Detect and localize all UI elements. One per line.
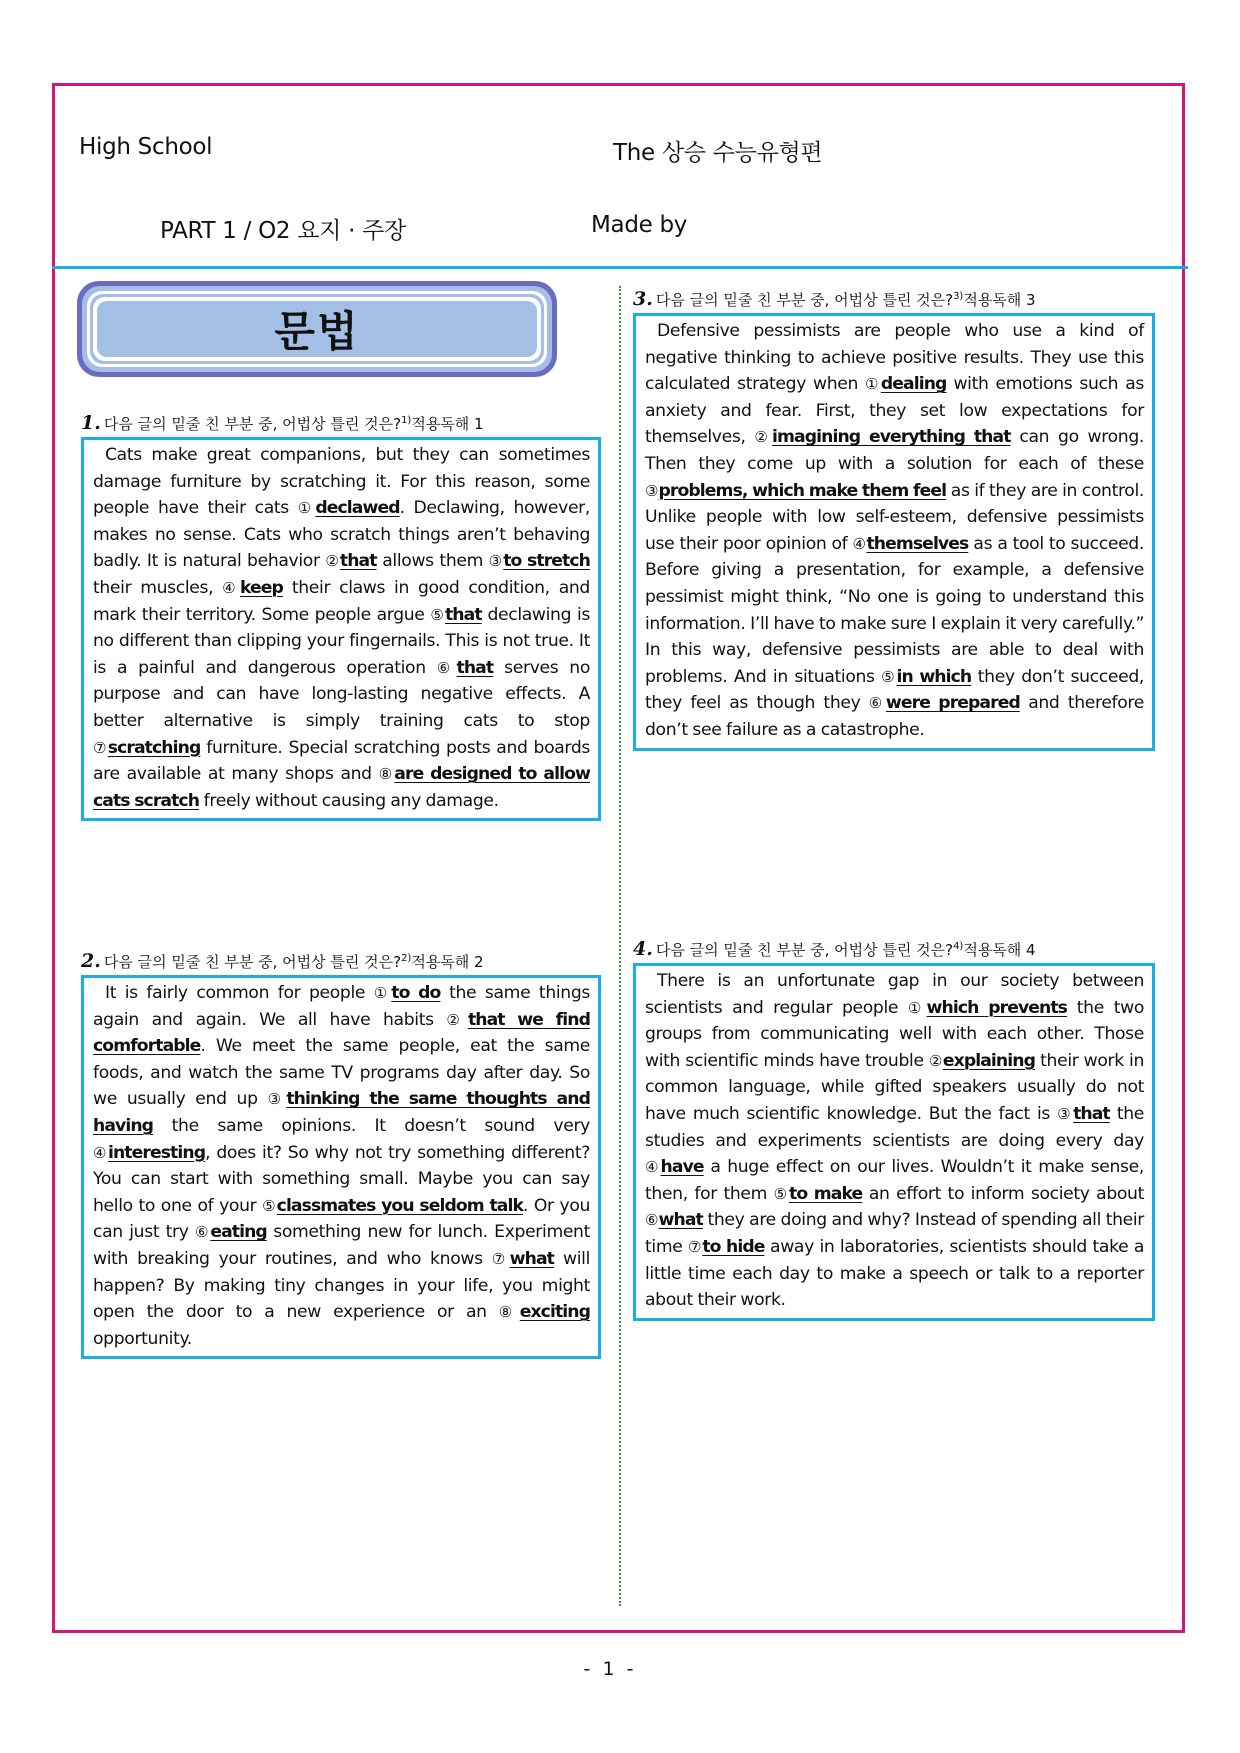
underlined-choice: are designed to allow cats scratch <box>93 764 590 811</box>
choice-number: ⑦ <box>687 1237 703 1256</box>
header-rule <box>52 266 1188 269</box>
choice-number: ④ <box>645 1158 661 1177</box>
underlined-choice: to do <box>391 983 441 1003</box>
header-made-by: Made by <box>591 212 688 238</box>
footnote-marker: 3) <box>953 291 964 302</box>
choice-number: ⑧ <box>378 765 395 784</box>
footnote-marker: 4) <box>953 941 964 952</box>
underlined-choice: themselves <box>866 533 969 554</box>
choice-number: ⑦ <box>93 738 108 757</box>
question-header <box>81 951 601 971</box>
underlined-choice: that <box>456 657 494 678</box>
underlined-choice: keep <box>239 577 283 598</box>
choice-number: ⑥ <box>645 1211 659 1230</box>
question-header <box>81 413 601 433</box>
passage-text: It is fairly common for people ①to do the same things again and again. We all have habits ②that we find comfortable. We meet the same people, eat the same foods, and watch the same TV programs day after day. So we usually end up ③thinking the same thoughts and having the same opinions. It doesn’t sound very ④interesting, does it? So why not try something different? You can start with something small. Maybe you can say hello to one of your ⑤classmates you seldom talk. Or you can just try ⑥eating something new for lunch. Experiment with breaking your routines, and who knows ⑦what will happen? By making tiny changes in your life, you might open the door to a new experience or an ⑧exciting opportunity. <box>93 983 591 1349</box>
question-source: 적용독해 2 <box>411 953 484 971</box>
question-number: 1. <box>81 412 101 434</box>
choice-number: ⑤ <box>262 1196 277 1215</box>
question-header <box>633 939 1155 959</box>
underlined-choice: that <box>1073 1103 1110 1124</box>
question-number: 2. <box>81 950 101 972</box>
underlined-choice: thinking the same thoughts and having <box>93 1089 590 1136</box>
question-1 <box>81 413 601 821</box>
choice-number: ② <box>446 1010 468 1029</box>
passage-box <box>81 437 601 821</box>
choice-number: ② <box>928 1051 943 1070</box>
underlined-choice: exciting <box>519 1302 591 1323</box>
question-prompt: 다음 글의 밑줄 친 부분 중, 어법상 틀린 것은? <box>103 415 402 433</box>
choice-number: ⑤ <box>430 605 445 624</box>
choice-number: ⑦ <box>491 1249 510 1268</box>
underlined-choice: that <box>444 604 482 625</box>
underlined-choice: declawed <box>315 498 400 519</box>
question-4 <box>633 939 1155 1321</box>
choice-number: ⑧ <box>498 1303 520 1322</box>
question-2 <box>81 951 601 1359</box>
underlined-choice: eating <box>210 1222 267 1243</box>
header-school-label: High School <box>79 134 213 160</box>
footnote-marker: 1) <box>401 415 412 426</box>
underlined-choice: in which <box>896 666 972 687</box>
underlined-choice: that <box>339 551 377 572</box>
question-prompt: 다음 글의 밑줄 친 부분 중, 어법상 틀린 것은? <box>655 941 954 959</box>
footnote-marker: 2) <box>401 953 412 964</box>
header-book-title: The 상승 수능유형편 <box>613 140 823 166</box>
underlined-choice: to hide <box>702 1236 765 1257</box>
choice-number: ⑥ <box>195 1223 211 1242</box>
choice-number: ③ <box>488 552 504 571</box>
choice-number: ③ <box>645 481 659 500</box>
underlined-choice: that we find comfortable <box>93 1009 590 1057</box>
choice-number: ④ <box>222 578 240 597</box>
choice-number: ⑥ <box>436 658 457 677</box>
choice-number: ③ <box>1057 1104 1074 1123</box>
passage-box <box>81 975 601 1359</box>
choice-number: ③ <box>267 1090 287 1109</box>
passage-box <box>633 313 1155 751</box>
choice-number: ② <box>754 428 773 447</box>
choice-number: ② <box>325 552 340 571</box>
header-part-label: PART 1 / O2 요지 · 주장 <box>160 218 406 244</box>
question-number: 3. <box>633 288 653 310</box>
passage-box <box>633 963 1155 1321</box>
underlined-choice: which prevents <box>926 997 1067 1018</box>
choice-number: ⑥ <box>868 694 886 713</box>
underlined-choice: were prepared <box>885 693 1020 714</box>
question-source: 적용독해 1 <box>411 415 484 433</box>
section-title: 문법 <box>274 307 360 356</box>
underlined-choice: explaining <box>942 1050 1035 1071</box>
question-source: 적용독해 4 <box>963 941 1036 959</box>
choice-number: ④ <box>93 1143 108 1162</box>
underlined-choice: scratching <box>107 737 201 758</box>
passage-text: Cats make great companions, but they can sometimes damage furniture by scratching it. For this reason, some people have their cats ①declawed. Declawing, however, makes no sense. Cats who scratch things aren’t behaving badly. It is natural behavior ②that allows them ③to stretch their muscles, ④keep their claws in good condition, and mark their territory. Some people argue ⑤that declawing is no different than clipping your fingernails. This is not true. It is a painful and dangerous operation ⑥that serves no purpose and can have long-lasting negative effects. A better alternative is simply training cats to stop ⑦scratching furniture. Special scratching posts and boards are available at many shops and ⑧are designed to allow cats scratch freely without causing any damage. <box>93 445 591 811</box>
underlined-choice: what <box>658 1210 703 1231</box>
question-prompt: 다음 글의 밑줄 친 부분 중, 어법상 틀린 것은? <box>655 291 954 309</box>
choice-number: ① <box>907 998 927 1017</box>
section-title-badge <box>77 281 557 377</box>
question-source: 적용독해 3 <box>963 291 1036 309</box>
underlined-choice: have <box>660 1157 704 1178</box>
underlined-choice: to stretch <box>503 551 590 572</box>
page-number: - 1 - <box>583 1658 637 1680</box>
underlined-choice: to make <box>789 1183 863 1204</box>
question-number: 4. <box>633 938 653 960</box>
underlined-choice: problems, which make them feel <box>658 480 947 501</box>
choice-number: ① <box>373 984 392 1002</box>
underlined-choice: imagining everything that <box>772 427 1011 448</box>
question-3 <box>633 289 1155 751</box>
underlined-choice: what <box>509 1248 554 1269</box>
choice-number: ④ <box>852 534 867 553</box>
underlined-choice: dealing <box>880 374 947 395</box>
choice-number: ① <box>865 375 881 394</box>
underlined-choice: classmates you seldom talk <box>276 1195 524 1216</box>
column-divider <box>619 286 621 1606</box>
question-prompt: 다음 글의 밑줄 친 부분 중, 어법상 틀린 것은? <box>103 953 402 971</box>
question-header <box>633 289 1155 309</box>
choice-number: ⑤ <box>881 667 897 686</box>
choice-number: ① <box>297 499 316 518</box>
passage-text: Defensive pessimists are people who use a kind of negative thinking to achieve positive results. They use this calculated strategy when ①dealing with emotions such as anxiety and fear. First, they set low expectations for themselves, ②imagining everything that can go wrong. Then they come up with a solution for each of these ③problems, which make them feel as if they are in control. Unlike people with low self-esteem, defensive pessimists use their poor opinion of ④themselves as a tool to succeed. Before giving a presentation, for example, a defensive pessimist might think, “No one is going to understand this information. I’ll have to make sure I explain it very carefully.” In this way, defensive pessimists are able to deal with problems. And in situations ⑤in which they don’t succeed, they feel as though they ⑥were prepared and therefore don’t see failure as a catastrophe. <box>645 321 1145 740</box>
choice-number: ⑤ <box>773 1184 789 1203</box>
underlined-choice: interesting <box>107 1142 206 1163</box>
passage-text: There is an unfortunate gap in our society between scientists and regular people ①which prevents the two groups from communicating well with each other. Those with scientific minds have trouble ②explaining their work in common language, while gifted speakers usually do not have much scientific knowledge. But the fact is ③that the studies and experiments scientists are doing every day ④have a huge effect on our lives. Wouldn’t it make sense, then, for them ⑤to make an effort to inform society about ⑥what they are doing and why? Instead of spending all their time ⑦to hide away in laboratories, scientists should take a little time each day to make a speech or talk to a reporter about their work. <box>645 971 1144 1311</box>
